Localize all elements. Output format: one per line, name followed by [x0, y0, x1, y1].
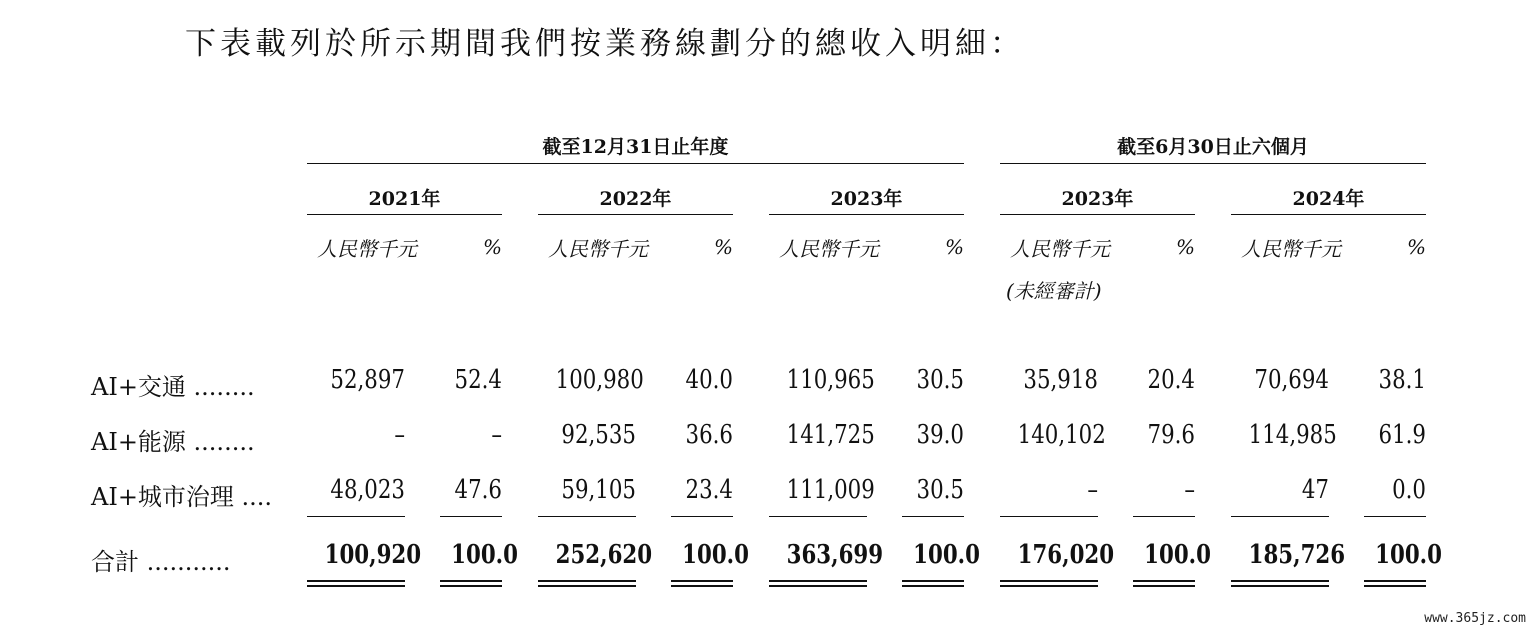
table-cell: 20.4	[1147, 365, 1195, 395]
year-header: 2024年	[1292, 188, 1365, 210]
total-rule-double	[1133, 585, 1195, 587]
unit-header: 人民幣千元	[317, 237, 417, 261]
year-rule	[538, 214, 733, 215]
group-rule-annual	[307, 163, 964, 164]
total-cell: 100.0	[1375, 540, 1442, 570]
table-cell: 30.5	[916, 365, 964, 395]
total-rule-double	[1231, 585, 1329, 587]
year-rule	[1231, 214, 1426, 215]
percent-header: %	[482, 235, 502, 259]
table-cell: 110,965	[786, 365, 875, 395]
table-cell: 52,897	[330, 365, 405, 395]
total-cell: 252,620	[555, 540, 653, 570]
table-cell: 47.6	[454, 475, 502, 505]
table-cell: 59,105	[561, 475, 636, 505]
total-label: 合計 ...........	[91, 548, 231, 576]
total-rule-double	[671, 580, 733, 582]
subtotal-rule	[769, 516, 867, 517]
subtotal-rule	[1000, 516, 1098, 517]
row-label: AI+城市治理 ....	[91, 483, 273, 511]
table-cell: 38.1	[1378, 365, 1426, 395]
total-cell: 176,020	[1017, 540, 1115, 570]
table-cell: 70,694	[1254, 365, 1329, 395]
total-rule-double	[1364, 580, 1426, 582]
total-cell: 100.0	[451, 540, 518, 570]
total-rule-double	[538, 585, 636, 587]
unit-header: 人民幣千元	[779, 237, 879, 261]
subtotal-rule	[902, 516, 964, 517]
total-rule-double	[1000, 585, 1098, 587]
total-rule-double	[1000, 580, 1098, 582]
intro-text: 下表載列於所示期間我們按業務線劃分的總收入明細：	[185, 26, 1025, 62]
table-cell: 36.6	[685, 420, 733, 450]
percent-header: %	[1175, 235, 1195, 259]
table-cell: 40.0	[685, 365, 733, 395]
table-cell: 52.4	[454, 365, 502, 395]
unit-header: 人民幣千元	[1010, 237, 1110, 261]
total-rule-double	[902, 580, 964, 582]
table-cell: 140,102	[1017, 420, 1106, 450]
percent-header: %	[944, 235, 964, 259]
table-cell: 30.5	[916, 475, 964, 505]
row-label: AI+能源 ........	[91, 428, 255, 456]
subtotal-rule	[1364, 516, 1426, 517]
subtotal-rule	[440, 516, 502, 517]
table-cell: 111,009	[786, 475, 875, 505]
total-rule-double	[440, 580, 502, 582]
group-rule-interim	[1000, 163, 1426, 164]
table-cell: –	[1087, 475, 1098, 505]
percent-header: %	[1406, 235, 1426, 259]
table-cell: 47	[1301, 475, 1329, 505]
watermark: www.365jz.com	[1424, 611, 1526, 626]
table-cell: –	[491, 420, 502, 450]
total-cell: 100,920	[324, 540, 422, 570]
year-rule	[769, 214, 964, 215]
table-cell: 35,918	[1023, 365, 1098, 395]
row-label: AI+交通 ........	[91, 373, 255, 401]
table-cell: –	[1184, 475, 1195, 505]
year-header: 2023年	[1061, 188, 1134, 210]
year-header: 2022年	[599, 188, 672, 210]
table-cell: 0.0	[1392, 475, 1426, 505]
subtotal-rule	[307, 516, 405, 517]
table-cell: 23.4	[685, 475, 733, 505]
total-rule-double	[1364, 585, 1426, 587]
table-cell: 100,980	[555, 365, 644, 395]
unit-header: 人民幣千元	[548, 237, 648, 261]
unaudited-note: (未經審計)	[1006, 279, 1102, 303]
subtotal-rule	[1133, 516, 1195, 517]
year-header: 2023年	[830, 188, 903, 210]
total-cell: 100.0	[913, 540, 980, 570]
total-rule-double	[671, 585, 733, 587]
table-cell: 48,023	[330, 475, 405, 505]
total-rule-double	[769, 585, 867, 587]
unit-header: 人民幣千元	[1241, 237, 1341, 261]
total-rule-double	[1133, 580, 1195, 582]
total-cell: 363,699	[786, 540, 884, 570]
total-rule-double	[307, 580, 405, 582]
year-rule	[1000, 214, 1195, 215]
total-cell: 100.0	[682, 540, 749, 570]
table-cell: 114,985	[1248, 420, 1337, 450]
group-header-interim: 截至6月30日止六個月	[1117, 136, 1309, 158]
total-rule-double	[902, 585, 964, 587]
total-rule-double	[440, 585, 502, 587]
table-cell: 92,535	[561, 420, 636, 450]
table-cell: 141,725	[786, 420, 875, 450]
table-cell: 79.6	[1147, 420, 1195, 450]
table-cell: 61.9	[1378, 420, 1426, 450]
group-header-annual: 截至12月31日止年度	[542, 136, 729, 158]
total-cell: 185,726	[1248, 540, 1346, 570]
subtotal-rule	[671, 516, 733, 517]
total-rule-double	[1231, 580, 1329, 582]
total-rule-double	[769, 580, 867, 582]
year-rule	[307, 214, 502, 215]
percent-header: %	[713, 235, 733, 259]
table-cell: –	[394, 420, 405, 450]
total-rule-double	[307, 585, 405, 587]
subtotal-rule	[538, 516, 636, 517]
total-rule-double	[538, 580, 636, 582]
year-header: 2021年	[368, 188, 441, 210]
subtotal-rule	[1231, 516, 1329, 517]
table-cell: 39.0	[916, 420, 964, 450]
total-cell: 100.0	[1144, 540, 1211, 570]
